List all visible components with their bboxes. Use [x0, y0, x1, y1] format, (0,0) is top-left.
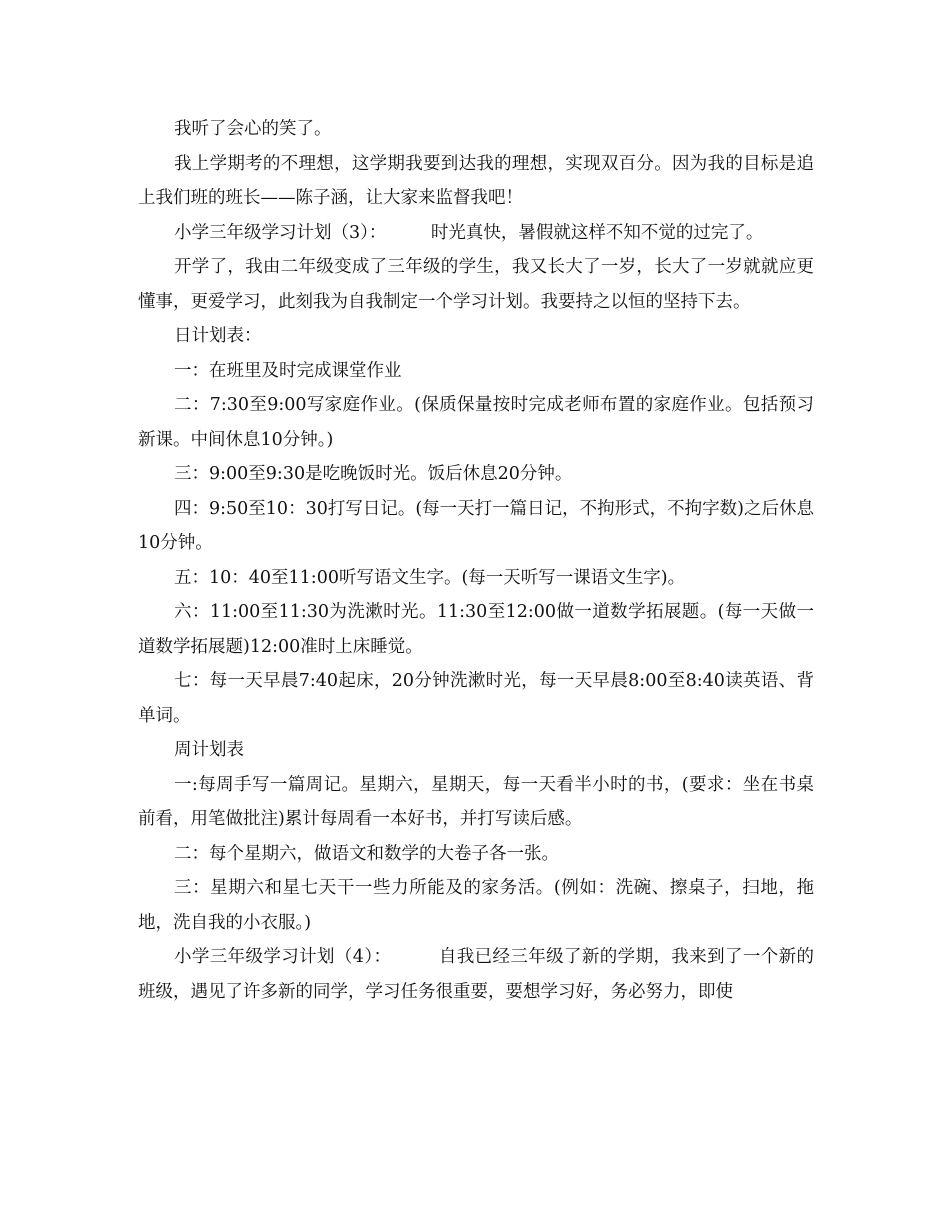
- daily-plan-item-4: 四：9:50至10：30打写日记。(每一天打一篇日记，不拘形式，不拘字数)之后休息10分钟。: [138, 498, 814, 553]
- document-page: [138, 112, 814, 1009]
- daily-plan-item-1: 一：在班里及时完成课堂作业: [174, 360, 402, 381]
- weekly-plan-heading: 周计划表: [174, 740, 244, 760]
- daily-plan-item-5: 五：10：40至11:00听写语文生字。(每一天听写一课语文生字)。: [174, 567, 686, 588]
- daily-plan-item-6: 六：11:00至11:30为洗漱时光。11:30至12:00做一道数学拓展题。(每一天做一道数学拓展题)12:00准时上床睡觉。: [138, 602, 814, 657]
- paragraph-2: 我上学期考的不理想，这学期我要到达我的理想，实现双百分。因为我的目标是追上我们班的班长——陈子涵，让大家来监督我吧！: [138, 153, 814, 208]
- daily-plan-item-2: 二：7:30至9:00写家庭作业。(保质保量按时完成老师布置的家庭作业。包括预习新课。中间休息10分钟。): [138, 395, 814, 450]
- weekly-plan-item-2: 二：每个星期六，做语文和数学的大卷子各一张。: [174, 843, 559, 864]
- paragraph-3: 小学三年级学习计划（3）： 时光真快，暑假就这样不知不觉的过完了。: [174, 222, 764, 243]
- paragraph-1: 我听了会心的笑了。: [174, 119, 332, 139]
- paragraph-plan-4: 小学三年级学习计划（4）： 自我已经三年级了新的学期，我来到了一个新的班级，遇见了许多新的同学，学习任务很重要，要想学习好，务必努力，即使: [138, 947, 814, 1002]
- paragraph-4: 开学了，我由二年级变成了三年级的学生，我又长大了一岁，长大了一岁就就应更懂事，更爱学习，此刻我为自我制定一个学习计划。我要持之以恒的坚持下去。: [138, 257, 814, 312]
- weekly-plan-item-1: 一:每周手写一篇周记。星期六，星期天，每一天看半小时的书，(要求：坐在书桌前看，用笔做批注)累计每周看一本好书，并打写读后感。: [138, 774, 814, 829]
- weekly-plan-item-3: 三：星期六和星七天干一些力所能及的家务活。(例如：洗碗、擦桌子，扫地，拖地，洗自我的小衣服。): [138, 878, 814, 933]
- daily-plan-heading: 日计划表：: [174, 326, 262, 346]
- daily-plan-item-3: 三：9:00至9:30是吃晚饭时光。饭后休息20分钟。: [174, 464, 573, 484]
- daily-plan-item-7: 七：每一天早晨7:40起床，20分钟洗漱时光，每一天早晨8:00至8:40读英语、背单词。: [138, 671, 814, 726]
